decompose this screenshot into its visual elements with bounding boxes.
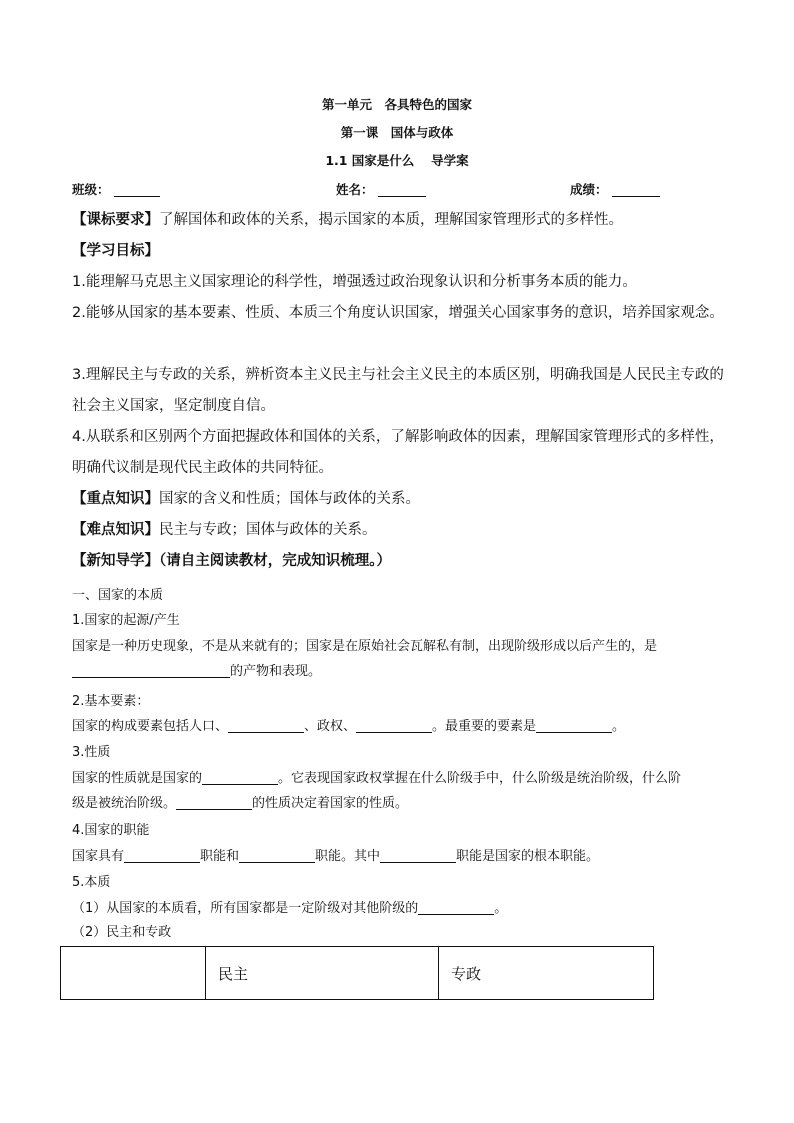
fill-blank[interactable] <box>72 662 230 678</box>
essence-text: （1）从国家的本质看，所有国家都是一定阶级对其他阶级的 。 <box>72 901 508 916</box>
nature-text: 国家的性质就是国家的 。它表现国家政权掌握在什么阶级手中，什么阶级是统治阶级，什么阶 级是被统治阶级。 的性质决定着国家的性质。 <box>72 771 682 811</box>
unit-title: 第一单元 各具特色的国家 <box>321 97 472 112</box>
elements-text: 国家的构成要素包括人口、 、政权、 。最重要的要素是 。 <box>72 719 626 734</box>
subheading-functions: 4.国家的职能 <box>72 823 150 838</box>
fill-blank[interactable] <box>176 794 252 810</box>
fill-blank[interactable] <box>228 717 304 733</box>
subheading-elements: 2.基本要素： <box>72 694 150 709</box>
score-field[interactable]: 成绩： <box>570 180 660 198</box>
section-title: 1.1 国家是什么 导学案 <box>325 153 469 168</box>
difficult-knowledge: 【难点知识】民主与专政；国体与政体的关系。 <box>72 522 377 538</box>
fill-blank[interactable] <box>536 717 612 733</box>
fill-blank[interactable] <box>418 899 494 915</box>
table-cell[interactable] <box>61 947 206 1000</box>
goal-item: 1.能理解马克思主义国家理论的科学性，增强透过政治现象认识和分析事务本质的能力。 <box>72 274 637 290</box>
fill-blank[interactable] <box>239 847 315 863</box>
subheading-essence: 5.本质 <box>72 875 111 890</box>
subheading-origin: 1.国家的起源/产生 <box>72 613 180 628</box>
origin-text: 国家是一种历史现象，不是从来就有的；国家是在原始社会瓦解私有制，出现阶级形成以后产生的，是 的产物和表现。 <box>72 639 658 679</box>
learning-goals-heading: 【学习目标】 <box>72 243 159 259</box>
democracy-dictatorship-heading: （2）民主和专政 <box>72 925 172 940</box>
lesson-title: 第一课 国体与政体 <box>340 125 454 140</box>
democracy-dictatorship-table <box>60 946 654 1000</box>
goal-item: 2.能够从国家的基本要素、性质、本质三个角度认识国家，增强关心国家事务的意识，培养国家观念。 <box>72 305 724 321</box>
curriculum-requirement: 【课标要求】了解国体和政体的关系，揭示国家的本质，理解国家管理形式的多样性。 <box>72 212 623 228</box>
table-row <box>61 947 654 1000</box>
goal-item: 4.从联系和区别两个方面把握政体和国体的关系，了解影响政体的因素，理解国家管理形式的多样性，明确代议制是现代民主政体的共同特征。 <box>72 429 724 476</box>
table-header-democracy[interactable]: 民主 <box>206 947 439 1000</box>
key-knowledge: 【重点知识】国家的含义和性质；国体与政体的关系。 <box>72 491 420 507</box>
fill-blank[interactable] <box>202 769 278 785</box>
section-heading: 一、国家的本质 <box>72 588 164 603</box>
fill-blank[interactable] <box>356 717 432 733</box>
name-field[interactable]: 姓名： <box>336 180 426 198</box>
fill-blank[interactable] <box>124 847 200 863</box>
class-field[interactable]: 班级： <box>72 180 160 198</box>
student-info-row <box>72 180 732 200</box>
fill-blank[interactable] <box>380 847 456 863</box>
subheading-nature: 3.性质 <box>72 745 111 760</box>
new-knowledge-guide: 【新知导学】（请自主阅读教材，完成知识梳理。） <box>72 553 391 569</box>
goal-item: 3.理解民主与专政的关系，辨析资本主义民主与社会主义民主的本质区别，明确我国是人民民主专政的社会主义国家，坚定制度自信。 <box>72 367 724 414</box>
table-header-dictatorship[interactable]: 专政 <box>439 947 654 1000</box>
functions-text: 国家具有 职能和 职能。其中 职能是国家的根本职能。 <box>72 849 600 864</box>
